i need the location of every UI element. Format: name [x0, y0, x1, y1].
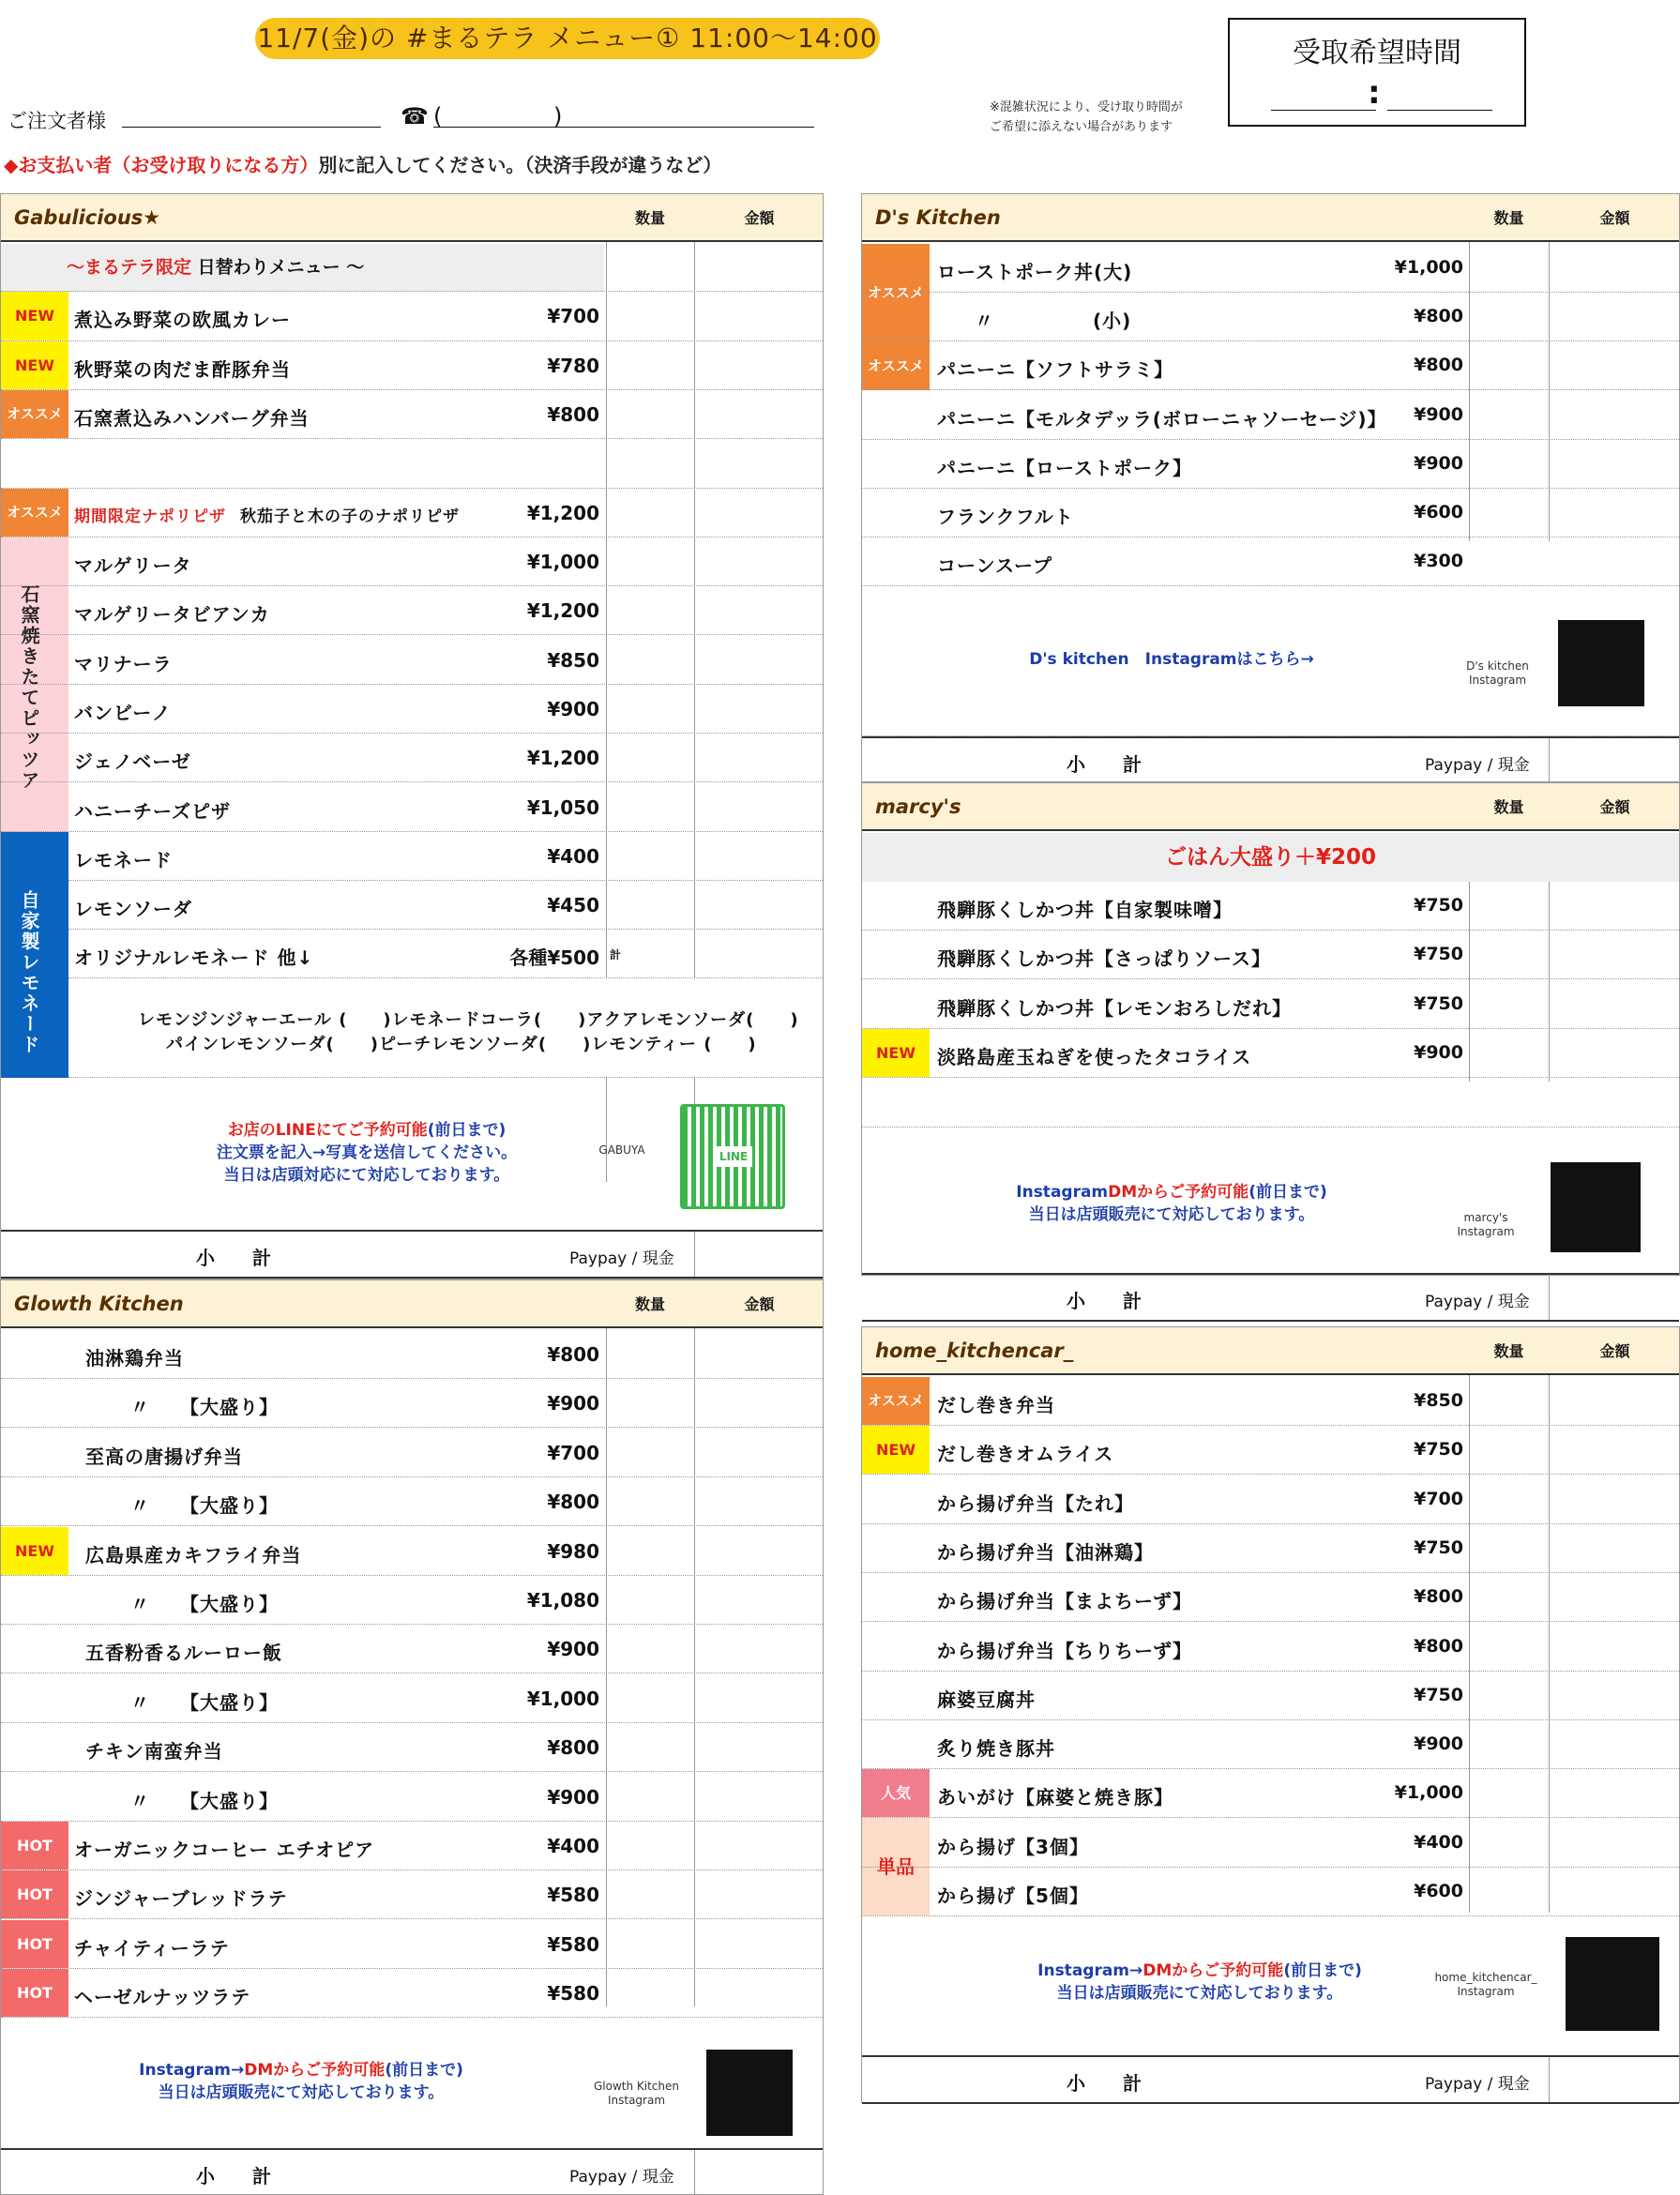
phone-field[interactable] — [433, 127, 814, 128]
reservation-info — [170, 1119, 564, 1187]
popular-badge: 人気 — [862, 1769, 930, 1817]
orderer-name-field[interactable] — [122, 127, 381, 128]
menu-item-name: 油淋鶏弁当 — [85, 1347, 184, 1370]
glowth-section — [0, 1279, 824, 2195]
recommend-badge: オススメ — [1, 390, 68, 438]
info-line-3: 当日は店頭対応にて対応しております。 — [223, 1166, 510, 1185]
recommend-badge: オススメ — [862, 341, 930, 390]
info-line-1 — [993, 1181, 1350, 1203]
qr-caption-1: D's kitchen — [1466, 659, 1529, 673]
table-row — [1, 1330, 823, 1379]
menu-item-price: ¥780 — [547, 355, 599, 377]
info-rest: (前日まで) — [427, 1121, 507, 1140]
menu-item-name: パニーニ【ローストポーク】 — [937, 456, 1192, 479]
menu-item-name: ジンジャーブレッドラテ — [74, 1887, 288, 1911]
gabulicious-section — [0, 193, 824, 1279]
amount-header: 金額 — [744, 1295, 775, 1313]
line-logo: LINE — [715, 1146, 752, 1167]
table-row-empty — [1, 439, 823, 489]
menu-item-name: マルゲリータ — [74, 554, 192, 577]
menu-item-price: ¥900 — [547, 1392, 599, 1415]
table-row — [862, 341, 1679, 390]
table-row — [862, 882, 1679, 931]
qr-caption-2: Instagram — [1457, 1225, 1515, 1238]
menu-item-name: 〃 (小) — [975, 310, 1132, 333]
table-row — [1, 1429, 823, 1477]
table-row — [1, 537, 823, 586]
table-row — [862, 1868, 1679, 1916]
table-row — [862, 1672, 1679, 1720]
menu-item-price: ¥1,050 — [526, 795, 599, 819]
table-row — [1, 1822, 823, 1870]
table-row — [1, 1773, 823, 1822]
table-row — [862, 489, 1679, 537]
glowth-qr-code[interactable] — [706, 2050, 793, 2136]
menu-item-price: ¥900 — [1414, 1041, 1463, 1063]
info-red: DMからご予約可能 — [1143, 1961, 1284, 1980]
reservation-info — [1022, 1960, 1378, 2005]
menu-item-name: 秋茄子と木の子のナポリピザ — [240, 507, 460, 526]
info-line-1 — [170, 1119, 564, 1142]
menu-item-name: バンビーノ — [74, 701, 172, 724]
recommend-badge: オススメ — [862, 1377, 930, 1425]
qr-caption — [1425, 1971, 1547, 1999]
menu-item-price: ¥580 — [547, 1982, 599, 2006]
pickup-minute-field[interactable] — [1387, 110, 1492, 111]
single-item-badge: 単品 — [862, 1818, 930, 1915]
menu-item-price: ¥750 — [1414, 895, 1463, 916]
large-rice-banner: ごはん大盛り＋¥200 — [862, 833, 1679, 882]
table-row — [862, 293, 1679, 341]
menu-item-price: ¥400 — [1414, 1831, 1463, 1853]
vendor-name: marcy's — [875, 795, 961, 818]
menu-item-name: ジェノベーゼ — [74, 750, 191, 774]
menu-item-name: 飛騨豚くしかつ丼【レモンおろしだれ】 — [937, 996, 1292, 1020]
menu-item-name: から揚げ【3個】 — [937, 1835, 1089, 1858]
table-row — [862, 980, 1679, 1029]
column-divider — [694, 2150, 695, 2195]
info-red: お店のLINEにてご予約可能 — [227, 1121, 428, 1140]
hot-badge: HOT — [1, 1969, 68, 2017]
subtotal-row — [862, 736, 1679, 785]
info-a: Instagram — [1016, 1183, 1109, 1202]
table-row — [1, 1527, 823, 1576]
menu-item-name: 淡路島産玉ねぎを使ったタコライス — [937, 1045, 1252, 1068]
table-row — [862, 1524, 1679, 1573]
menu-item-name: 広島県産カキフライ弁当 — [85, 1543, 302, 1567]
amount-header: 金額 — [1599, 798, 1630, 816]
table-row — [1, 489, 823, 537]
recommend-badge: オススメ — [1, 489, 68, 537]
menu-item-price: ¥1,200 — [526, 747, 599, 770]
vendor-name: D's Kitchen — [875, 206, 1001, 229]
table-row — [1, 636, 823, 685]
table-row — [862, 1769, 1679, 1818]
table-row — [862, 1819, 1679, 1868]
menu-item-price: ¥1,000 — [526, 551, 599, 573]
subtotal-label: 小計 — [196, 1247, 309, 1269]
menu-item-price: ¥580 — [547, 1932, 599, 1956]
menu-item-price: ¥300 — [1414, 551, 1463, 572]
qr-caption-1: home_kitchencar_ — [1434, 1971, 1537, 1984]
menu-item-price: ¥900 — [547, 1638, 599, 1661]
info-line-2: 当日は店頭販売にて対応しております。 — [1028, 1205, 1315, 1224]
menu-item-price: ¥750 — [1414, 944, 1463, 965]
menu-item-price: ¥900 — [1414, 1733, 1463, 1755]
menu-item-price: ¥1,000 — [526, 1687, 599, 1710]
pizza-group-text: 石窯焼きたてピッツア — [18, 584, 40, 791]
qr-caption-1: Glowth Kitchen — [593, 2080, 679, 2093]
table-row — [862, 931, 1679, 979]
vendor-name: Gabulicious★ — [14, 206, 161, 229]
home-qr-code[interactable] — [1566, 1937, 1659, 2031]
table-row — [1, 1969, 823, 2018]
menu-item-name: 石窯煮込みハンバーグ弁当 — [74, 407, 310, 430]
table-row — [862, 1426, 1679, 1475]
menu-item-price: ¥900 — [1414, 452, 1463, 474]
menu-item-price: ¥700 — [1414, 1488, 1463, 1509]
menu-item-price: ¥750 — [1414, 1439, 1463, 1461]
payment-method: Paypay / 現金 — [1425, 756, 1530, 775]
table-row — [68, 881, 823, 930]
table-row — [862, 1623, 1679, 1672]
table-row — [862, 1476, 1679, 1524]
pickup-notice — [990, 98, 1183, 137]
table-row — [68, 832, 823, 881]
menu-item-price: ¥600 — [1414, 1881, 1463, 1901]
menu-item-name: 〃 【大盛り】 — [130, 1593, 279, 1615]
subtotal-row — [862, 2055, 1679, 2104]
menu-item-name: 煮込み野菜の欧風カレー — [74, 309, 291, 331]
menu-item-name: レモネード — [74, 849, 173, 871]
subtotal-label: 小計 — [1067, 753, 1179, 776]
menu-item-price: ¥900 — [547, 697, 599, 720]
menu-item-name: チキン南蛮弁当 — [85, 1740, 223, 1764]
table-row — [862, 244, 1679, 293]
recommend-badge: オススメ — [862, 244, 930, 341]
vendor-name: home_kitchencar_ — [875, 1340, 1074, 1362]
line-qr-code[interactable] — [680, 1104, 785, 1209]
new-badge: NEW — [862, 1029, 930, 1077]
table-row — [1, 1674, 823, 1723]
menu-item-price: ¥600 — [1414, 502, 1463, 522]
info-line-1 — [114, 2059, 489, 2081]
menu-item-price: ¥800 — [1414, 355, 1463, 376]
section-header — [1, 194, 823, 242]
menu-item-price: ¥900 — [1414, 403, 1463, 425]
ds-kitchen-section — [861, 193, 1680, 782]
info-red: DMからご予約可能 — [1108, 1183, 1249, 1202]
lemonade-options — [68, 978, 823, 1078]
marcys-qr-code[interactable] — [1551, 1162, 1641, 1252]
payment-method: Paypay / 現金 — [1425, 1293, 1530, 1311]
new-badge: NEW — [862, 1426, 930, 1474]
column-divider — [1549, 738, 1550, 785]
menu-item-name: ヘーゼルナッツラテ — [74, 1986, 251, 2009]
menu-item-price: 各種¥500 — [509, 946, 599, 969]
hot-badge: HOT — [1, 1822, 68, 1870]
table-row — [862, 1720, 1679, 1769]
menu-item-price: ¥800 — [1414, 306, 1463, 327]
table-row — [1, 685, 823, 734]
menu-item-name: だし巻き弁当 — [937, 1394, 1055, 1416]
table-row — [1, 292, 823, 341]
table-row — [1, 1625, 823, 1673]
qty-header: 数量 — [634, 209, 665, 227]
info-red: DMからご予約可能 — [244, 2061, 386, 2080]
menu-item-name: から揚げ弁当【まよちーず】 — [937, 1590, 1192, 1613]
menu-item-price: ¥800 — [1414, 1586, 1463, 1608]
menu-item-name: 飛騨豚くしかつ丼【自家製味噌】 — [937, 899, 1233, 921]
menu-item-price: ¥1,000 — [1394, 1782, 1463, 1804]
qty-header: 数量 — [1493, 798, 1524, 816]
subtotal-row — [1, 1230, 823, 1279]
home-kitchencar-section — [861, 1326, 1680, 2103]
menu-item-price: ¥1,000 — [1394, 257, 1463, 278]
menu-item-price: ¥800 — [547, 1736, 599, 1760]
marcys-section — [861, 782, 1680, 1312]
section-header — [862, 1327, 1679, 1375]
menu-item-name: 〃 【大盛り】 — [130, 1690, 279, 1714]
info-line-2: 注文票を記入→写真を送信してください。 — [216, 1143, 518, 1162]
subtotal-label: 小計 — [1067, 1290, 1179, 1312]
limited-tag: 期間限定ナポリピザ — [74, 507, 226, 526]
qr-caption — [583, 2080, 690, 2108]
qty-header: 数量 — [634, 1295, 665, 1313]
menu-item-price: ¥850 — [547, 648, 599, 672]
menu-item-name: 至高の唐揚げ弁当 — [85, 1445, 243, 1468]
payer-note-rest: 別に記入してください。（決済手段が違うなど） — [318, 154, 722, 176]
column-divider — [1549, 1275, 1550, 1320]
menu-item-name: 〃 【大盛り】 — [130, 1396, 279, 1419]
banner-red: 〜まるテラ限定 — [67, 257, 192, 278]
column-divider — [694, 1232, 695, 1277]
lemonade-group-text: 自家製レモネード — [18, 890, 40, 1055]
menu-item-name: から揚げ弁当【油淋鶏】 — [937, 1540, 1154, 1564]
menu-item-name: レモンソーダ — [74, 898, 192, 920]
subtotal-label: 小計 — [1067, 2072, 1179, 2095]
menu-item-name: から揚げ弁当【たれ】 — [937, 1491, 1134, 1515]
payment-method: Paypay / 現金 — [569, 1249, 674, 1268]
tel-open-paren: ( — [433, 103, 443, 129]
qr-caption-2: Instagram — [1457, 1985, 1515, 1998]
section-header — [862, 783, 1679, 831]
menu-item-price: ¥700 — [547, 305, 599, 327]
qr-caption — [1444, 659, 1551, 688]
menu-item-name: チャイティーラテ — [74, 1936, 230, 1960]
phone-icon: ☎ — [401, 103, 429, 129]
table-row — [862, 391, 1679, 440]
menu-item-name: コーンスープ — [937, 554, 1052, 578]
menu-item-price: ¥400 — [547, 845, 599, 868]
menu-item-name: マリナーラ — [74, 652, 173, 675]
column-divider — [1549, 2057, 1550, 2102]
subtotal-row — [862, 1273, 1679, 1322]
table-row — [1, 586, 823, 635]
menu-item-price: ¥1,080 — [526, 1589, 599, 1612]
table-row — [1, 1920, 823, 1969]
lemonade-group-label — [1, 832, 68, 1078]
orderer-label: ご注文者様 — [8, 110, 106, 132]
new-badge: NEW — [1, 341, 68, 389]
menu-item-name: だし巻きオムライス — [937, 1443, 1114, 1466]
new-badge: NEW — [1, 1527, 68, 1575]
table-row — [1, 341, 823, 390]
menu-item-name: パニーニ【ソフトサラミ】 — [937, 358, 1173, 382]
menu-item-name: フランクフルト — [937, 506, 1074, 528]
amount-header: 金額 — [1599, 209, 1630, 227]
menu-item-name: 五香粉香るルーロー飯 — [85, 1642, 282, 1665]
menu-item-price: ¥450 — [547, 894, 599, 916]
menu-item-price: ¥800 — [547, 403, 599, 426]
table-row — [862, 537, 1679, 586]
pickup-hour-field[interactable] — [1271, 110, 1376, 111]
reservation-info — [993, 1181, 1350, 1226]
pickup-time-label: 受取希望時間 — [1293, 37, 1461, 69]
menu-item-name: あいがけ【麻婆と焼き豚】 — [937, 1786, 1173, 1809]
table-row — [862, 1029, 1679, 1078]
subtotal-label: 小計 — [196, 2165, 309, 2187]
menu-item-name: オリジナルレモネード 他↓ — [74, 946, 314, 969]
new-badge: NEW — [1, 292, 68, 341]
ds-qr-code[interactable] — [1558, 620, 1644, 706]
menu-item-price: ¥580 — [547, 1884, 599, 1907]
info-a: Instagram→ — [1037, 1961, 1143, 1980]
hot-badge: HOT — [1, 1920, 68, 1968]
reservation-info — [114, 2059, 489, 2104]
table-row — [862, 440, 1679, 489]
info-line-1 — [1022, 1960, 1378, 1982]
payer-note — [4, 150, 721, 177]
menu-item-price: ¥800 — [547, 1491, 599, 1514]
menu-item-price: ¥800 — [547, 1343, 599, 1366]
table-row — [1, 390, 823, 439]
menu-item-name: ハニーチーズピザ — [74, 799, 231, 823]
table-row — [1, 1477, 823, 1526]
lemonade-options-line-1: レモンジンジャーエール ( )レモネードコーラ( )アクアレモンソーダ( ) — [138, 1010, 799, 1030]
menu-item-price: ¥850 — [1414, 1390, 1463, 1411]
page-title: 11/7(金)の #まるテラ メニュー① 11:00〜14:00 — [255, 18, 880, 59]
payer-note-red: ◆お支払い者（お受け取りになる方） — [4, 154, 319, 176]
table-row — [1, 244, 823, 292]
menu-item-name: パニーニ【モルタデッラ(ボローニャソーセージ)】 — [937, 407, 1387, 431]
section-header — [1, 1280, 823, 1328]
table-row — [862, 1573, 1679, 1622]
menu-item-price: ¥1,200 — [526, 502, 599, 524]
menu-item-price: ¥800 — [1414, 1635, 1463, 1657]
section-header — [862, 194, 1679, 242]
amount-header: 金額 — [1599, 1342, 1630, 1360]
menu-item-name: 〃 【大盛り】 — [130, 1494, 279, 1518]
menu-item-name: から揚げ【5個】 — [937, 1885, 1089, 1907]
pickup-colon: : — [1368, 74, 1381, 112]
instagram-info[interactable]: D's kitchen Instagramはこちら→ — [1029, 650, 1314, 669]
notice-line-1: ※混雑状況により、受け取り時間が — [990, 100, 1183, 114]
qr-caption-1: marcy's — [1463, 1211, 1508, 1224]
menu-item-price: ¥980 — [547, 1539, 599, 1563]
banner-rest: 日替わりメニュー 〜 — [191, 257, 365, 278]
amount-header: 金額 — [744, 209, 775, 227]
table-row — [68, 930, 823, 978]
menu-item-name: ローストポーク丼(大) — [937, 261, 1133, 283]
table-row — [1, 734, 823, 782]
menu-item-name: から揚げ弁当【ちりちーず】 — [937, 1639, 1192, 1662]
menu-item-price: ¥900 — [547, 1785, 599, 1809]
table-row — [1, 783, 823, 832]
subtotal-row — [1, 2148, 823, 2195]
table-row — [1, 1576, 823, 1625]
qr-caption — [1434, 1211, 1537, 1239]
menu-item-price: ¥750 — [1414, 1536, 1463, 1558]
table-row — [1, 1379, 823, 1428]
menu-item-price: ¥400 — [547, 1835, 599, 1857]
lemonade-options-line-2: パインレモンソーダ( )ピーチレモンソーダ( )レモンティー ( ) — [166, 1035, 757, 1054]
hot-badge: HOT — [1, 1870, 68, 1918]
menu-item-price: ¥700 — [547, 1441, 599, 1464]
info-c: (前日まで) — [385, 2061, 463, 2080]
table-row — [862, 1377, 1679, 1426]
qr-caption-2: Instagram — [1468, 674, 1527, 687]
table-row-empty — [862, 1078, 1679, 1128]
vendor-name: Glowth Kitchen — [14, 1293, 184, 1315]
payment-method: Paypay / 現金 — [1425, 2075, 1530, 2094]
menu-item-name: 炙り焼き豚丼 — [937, 1737, 1055, 1761]
menu-item-price: ¥750 — [1414, 1684, 1463, 1705]
qr-caption-2: Instagram — [607, 2094, 666, 2107]
menu-item-price: ¥750 — [1414, 992, 1463, 1014]
pickup-time-box — [1228, 18, 1526, 127]
table-row — [1, 1723, 823, 1772]
notice-line-2: ご希望に添えない場合があります — [990, 120, 1173, 134]
total-note: 計 — [610, 948, 623, 961]
info-a: Instagram→ — [139, 2061, 245, 2080]
menu-item-name: オーガニックコーヒー エチオピア — [74, 1839, 375, 1861]
tel-close-paren: ) — [553, 103, 563, 129]
table-row — [1, 1870, 823, 1919]
info-c: (前日まで) — [1249, 1183, 1327, 1202]
qr-caption: GABUYA — [598, 1143, 645, 1157]
menu-item-name: 麻婆豆腐丼 — [937, 1688, 1036, 1711]
menu-item-name: 〃 【大盛り】 — [130, 1789, 279, 1812]
qty-header: 数量 — [1493, 209, 1524, 227]
info-c: (前日まで) — [1283, 1961, 1362, 1980]
menu-item-name: 秋野菜の肉だま酢豚弁当 — [74, 358, 291, 381]
payment-method: Paypay / 現金 — [569, 2168, 674, 2187]
menu-item-name: 飛騨豚くしかつ丼【さっぱりソース】 — [937, 947, 1271, 971]
qty-header: 数量 — [1493, 1342, 1524, 1360]
info-line-2: 当日は店頭販売にて対応しております。 — [158, 2083, 445, 2102]
menu-item-price: ¥1,200 — [526, 599, 599, 623]
info-line-2: 当日は店頭販売にて対応しております。 — [1056, 1984, 1343, 2003]
menu-item-name: マルゲリータビアンカ — [74, 603, 270, 627]
